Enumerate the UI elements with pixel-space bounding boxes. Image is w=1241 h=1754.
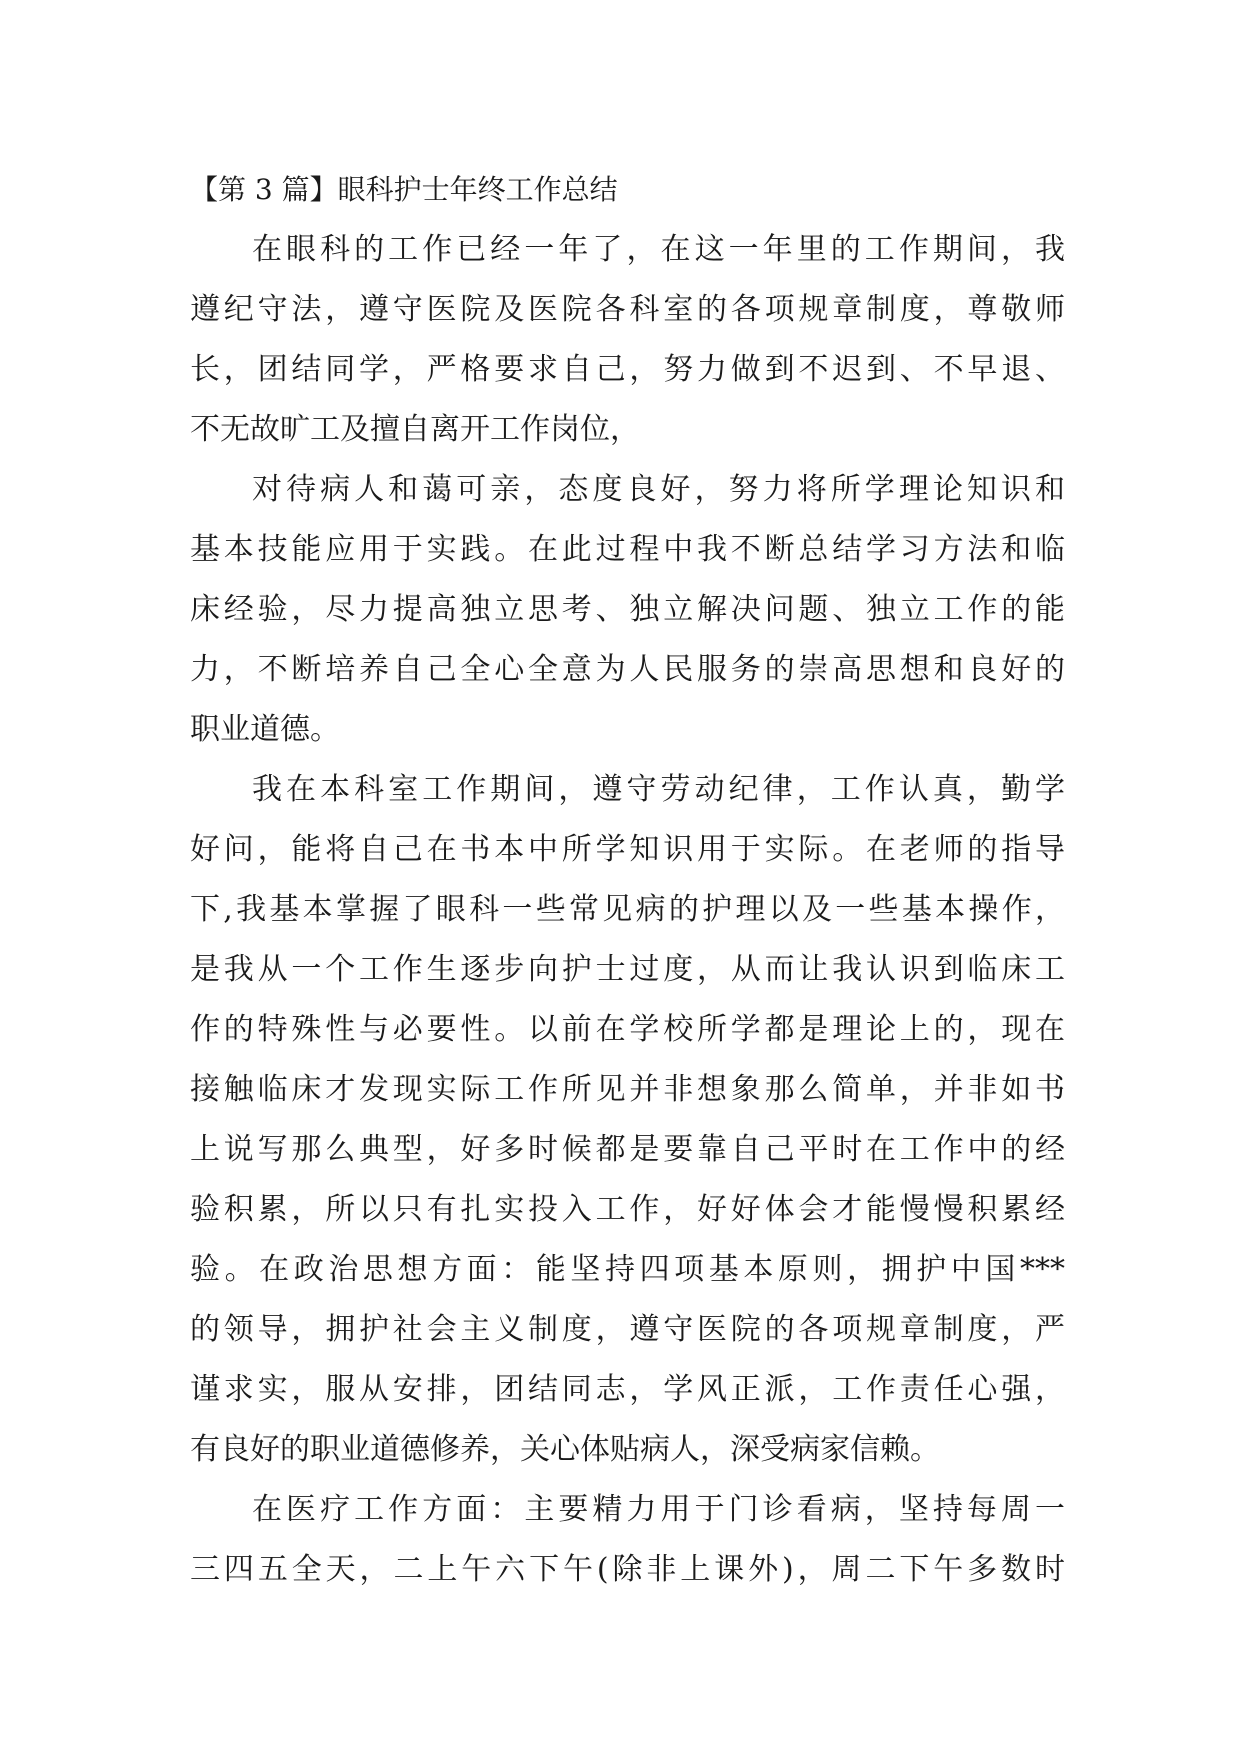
paragraph-line: 接触临床才发现实际工作所见并非想象那么简单，并非如书 — [190, 1072, 1065, 1107]
paragraph-line: 作的特殊性与必要性。以前在学校所学都是理论上的，现在 — [190, 1012, 1065, 1047]
paragraph-line: 遵纪守法，遵守医院及医院各科室的各项规章制度，尊敬师 — [190, 292, 1065, 327]
paragraph-line: 床经验，尽力提高独立思考、独立解决问题、独立工作的能 — [190, 592, 1065, 627]
paragraph-line: 三四五全天，二上午六下午(除非上课外)，周二下午多数时 — [190, 1552, 1065, 1587]
paragraph-line: 在医疗工作方面：主要精力用于门诊看病，坚持每周一 — [252, 1492, 1065, 1527]
paragraph-line: 的领导，拥护社会主义制度，遵守医院的各项规章制度，严 — [190, 1312, 1065, 1347]
paragraph-1 — [190, 220, 1065, 460]
paragraph-line: 职业道德。 — [190, 712, 340, 747]
document-title: 【第 3 篇】眼科护士年终工作总结 — [190, 173, 618, 206]
paragraph-line: 验积累，所以只有扎实投入工作，好好体会才能慢慢积累经 — [190, 1192, 1065, 1227]
document-body — [190, 160, 1065, 1600]
paragraph-3 — [190, 760, 1065, 1480]
paragraph-2 — [190, 460, 1065, 760]
paragraph-line: 好问，能将自己在书本中所学知识用于实际。在老师的指导 — [190, 832, 1065, 867]
paragraph-line: 下,我基本掌握了眼科一些常见病的护理以及一些基本操作， — [190, 892, 1065, 927]
paragraph-line: 我在本科室工作期间，遵守劳动纪律，工作认真，勤学 — [252, 772, 1065, 807]
paragraph-line: 不无故旷工及擅自离开工作岗位， — [190, 412, 640, 447]
paragraph-4 — [190, 1480, 1065, 1600]
paragraph-line: 基本技能应用于实践。在此过程中我不断总结学习方法和临 — [190, 532, 1065, 567]
paragraph-line: 谨求实，服从安排，团结同志，学风正派，工作责任心强， — [190, 1372, 1065, 1407]
paragraph-line: 是我从一个工作生逐步向护士过度，从而让我认识到临床工 — [190, 952, 1065, 987]
paragraph-line: 对待病人和蔼可亲，态度良好，努力将所学理论知识和 — [252, 472, 1065, 507]
paragraph-line: 验。在政治思想方面：能坚持四项基本原则，拥护中国*** — [190, 1252, 1065, 1287]
paragraph-line: 在眼科的工作已经一年了，在这一年里的工作期间，我 — [252, 232, 1065, 267]
paragraph-line: 长，团结同学，严格要求自己，努力做到不迟到、不早退、 — [190, 352, 1065, 387]
paragraph-line: 力，不断培养自己全心全意为人民服务的崇高思想和良好的 — [190, 652, 1065, 687]
paragraph-line: 有良好的职业道德修养，关心体贴病人，深受病家信赖。 — [190, 1432, 940, 1467]
paragraph-line: 上说写那么典型，好多时候都是要靠自己平时在工作中的经 — [190, 1132, 1065, 1167]
